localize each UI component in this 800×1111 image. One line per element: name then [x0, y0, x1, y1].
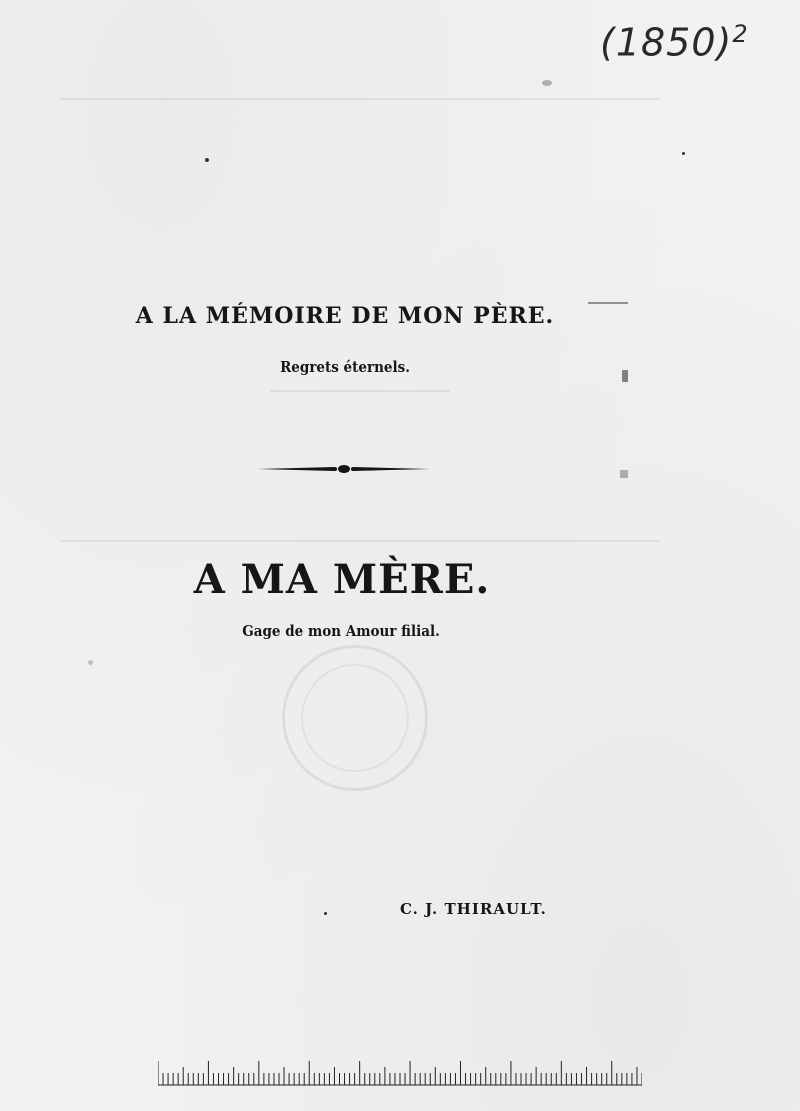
- ghost-line: [60, 130, 660, 181]
- paper-speck: [588, 302, 628, 304]
- paper-speck: [542, 80, 552, 86]
- ornament-left-taper: [258, 467, 337, 471]
- ghost-rule: [270, 390, 450, 392]
- dedication-father-subtitle: Regrets éternels.: [280, 358, 410, 376]
- dedication-father-heading: A LA MÉMOIRE DE MON PÈRE.: [135, 303, 555, 329]
- ornamental-rule: [258, 462, 430, 476]
- paper-speck: [682, 152, 685, 155]
- dedication-mother-heading: A MA MÈRE.: [193, 556, 491, 603]
- faded-library-stamp: [282, 645, 428, 791]
- ghost-rule: [60, 98, 660, 100]
- ornament-right-taper: [351, 467, 430, 471]
- paper-speck: [622, 370, 628, 382]
- ghost-rule: [60, 540, 660, 542]
- paper-speck: [324, 912, 327, 915]
- annotation-superscript: 2: [732, 20, 749, 48]
- ghost-line: [60, 220, 660, 260]
- ornament-center-dot: [338, 465, 350, 473]
- ornament-right-bead: [351, 467, 355, 471]
- paper-speck: [205, 158, 209, 162]
- bleed-through-text: [60, 60, 660, 940]
- handwritten-annotation: [600, 20, 749, 65]
- dedication-mother-subtitle: Gage de mon Amour filial.: [242, 622, 440, 640]
- scale-ruler: [158, 1060, 642, 1086]
- ornament-left-bead: [333, 467, 337, 471]
- author-signature: C. J. THIRAULT.: [400, 900, 547, 918]
- paper-speck: [88, 660, 93, 665]
- annotation-text: (1850): [600, 20, 733, 65]
- paper-speck: [620, 470, 628, 478]
